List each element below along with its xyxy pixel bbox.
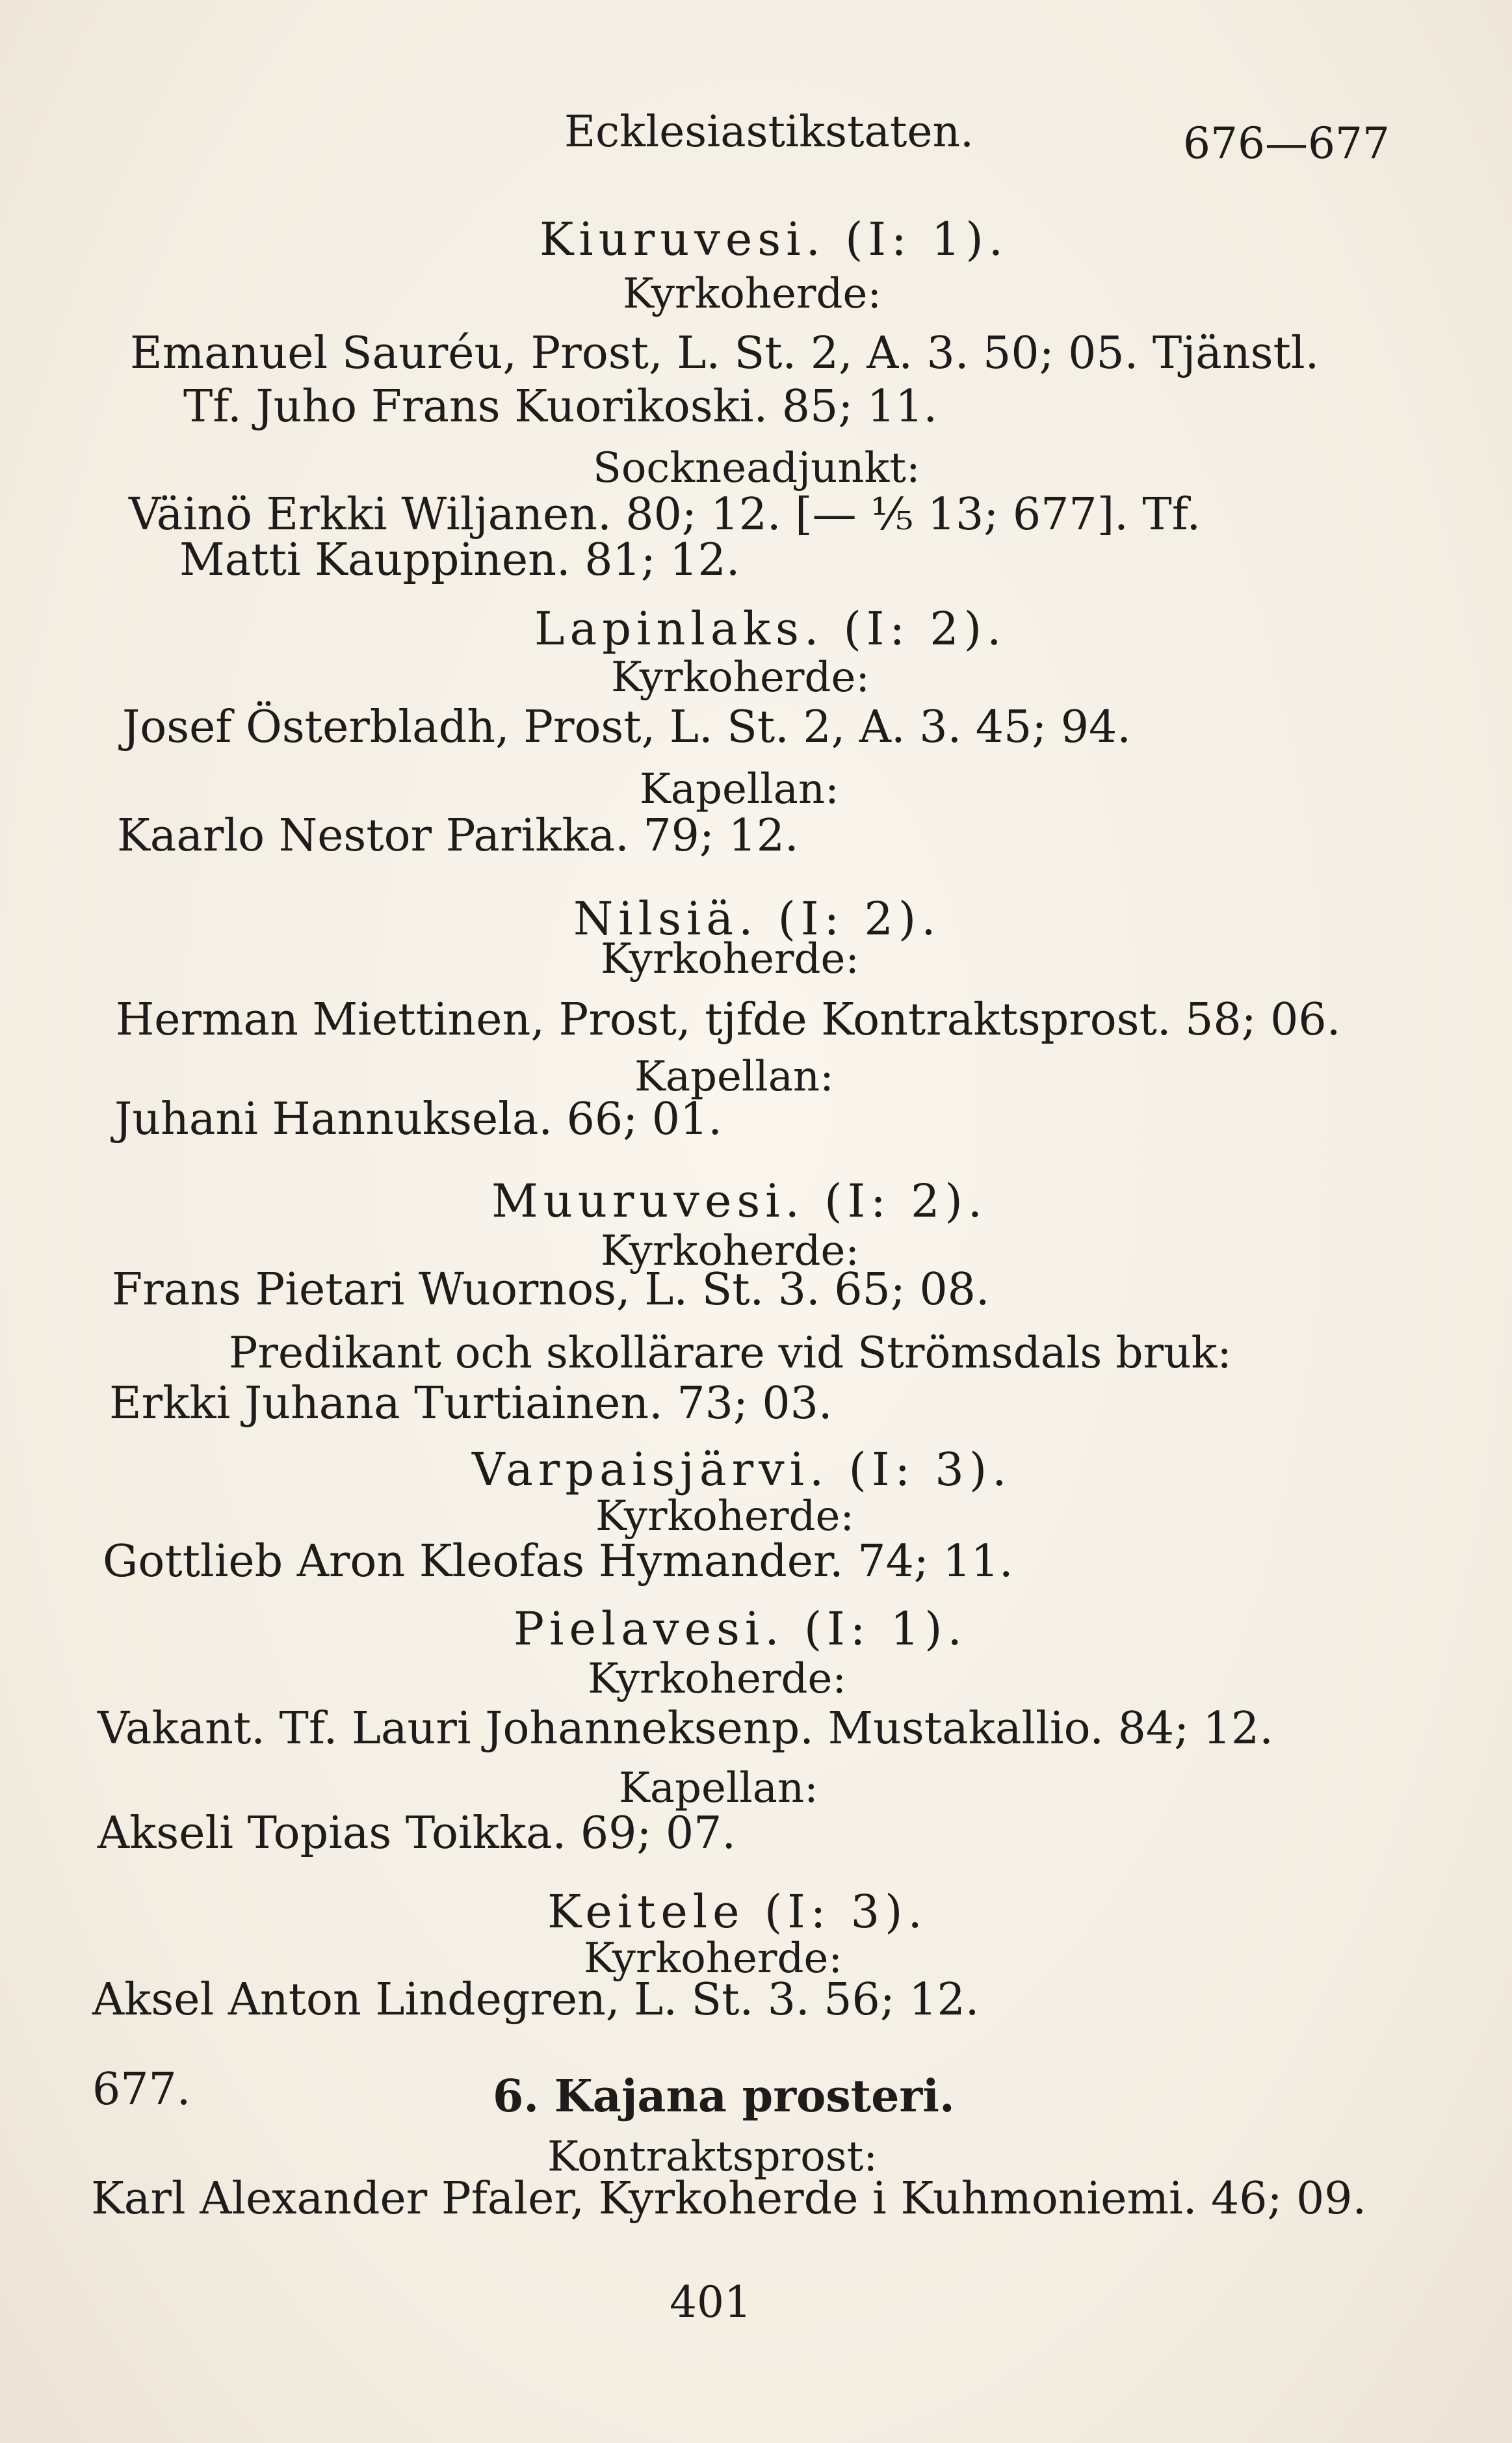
clergy-entry: Emanuel Sauréu, Prost, L. St. 2, A. 3. 50; 05. Tjänstl. [130,328,1320,379]
parish-heading: Pielavesi. (I: 1). [514,1602,967,1656]
clergy-entry: Juhani Hannuksela. 66; 01. [114,1094,722,1145]
clergy-entry: Kaarlo Nestor Parikka. 79; 12. [117,810,799,862]
parish-heading: Lapinlaks. (I: 2). [534,602,1007,655]
clergy-entry: Akseli Topias Toikka. 69; 07. [98,1808,736,1859]
clergy-entry: Matti Kauppinen. 81; 12. [179,535,740,586]
clergy-entry: Erkki Juhana Turtiainen. 73; 03. [109,1378,833,1429]
clergy-entry: Herman Miettinen, Prost, tjfde Kontraktsprost. 58; 06. [116,994,1341,1046]
running-header-title: Ecklesiastikstaten. [564,107,974,157]
office-title: Kontraktsprost: [547,2133,878,2181]
parish-heading: Varpaisjärvi. (I: 3). [472,1443,1012,1496]
clergy-entry: Josef Österbladh, Prost, L. St. 2, A. 3. 45; 94. [122,702,1131,753]
office-title: Kyrkoherde: [601,1227,859,1275]
office-title: Kapellan: [640,765,839,813]
parish-heading: Nilsiä. (I: 2). [573,892,941,945]
page-number: 401 [670,2277,751,2327]
office-title: Sockneadjunkt: [593,444,920,492]
parish-heading: Kiuruvesi. (I: 1). [540,213,1008,266]
office-title: Kyrkoherde: [611,654,870,702]
clergy-entry: Vakant. Tf. Lauri Johanneksenp. Mustakallio. 84; 12. [98,1703,1273,1754]
office-title: Kyrkoherde: [601,935,859,983]
clergy-entry: Väinö Erkki Wiljanen. 80; 12. [— ⅕ 13; 677]. Tf. [129,489,1201,540]
clergy-entry: Gottlieb Aron Kleofas Hymander. 74; 11. [103,1536,1013,1587]
clergy-entry: Tf. Juho Frans Kuorikoski. 85; 11. [183,381,937,432]
clergy-entry: Karl Alexander Pfaler, Kyrkoherde i Kuhmoniemi. 46; 09. [91,2173,1367,2225]
office-title: Kapellan: [634,1053,834,1101]
clergy-entry: Aksel Anton Lindegren, L. St. 3. 56; 12. [92,1974,980,2026]
office-title: Predikant och skollärare vid Strömsdals bruk: [229,1328,1232,1378]
column-number: 677. [92,2064,191,2115]
office-title: Kyrkoherde: [584,1935,842,1983]
running-header-columns: 676—677 [1183,118,1390,168]
section-heading: 6. Kajana prosteri. [493,2070,955,2122]
parish-heading: Muuruvesi. (I: 2). [491,1174,988,1228]
office-title: Kyrkoherde: [588,1655,846,1703]
office-title: Kyrkoherde: [623,270,881,318]
parish-heading: Keitele (I: 3). [547,1885,928,1938]
office-title: Kapellan: [619,1764,818,1812]
clergy-entry: Frans Pietari Wuornos, L. St. 3. 65; 08. [112,1264,990,1315]
office-title: Kyrkoherde: [595,1492,854,1540]
